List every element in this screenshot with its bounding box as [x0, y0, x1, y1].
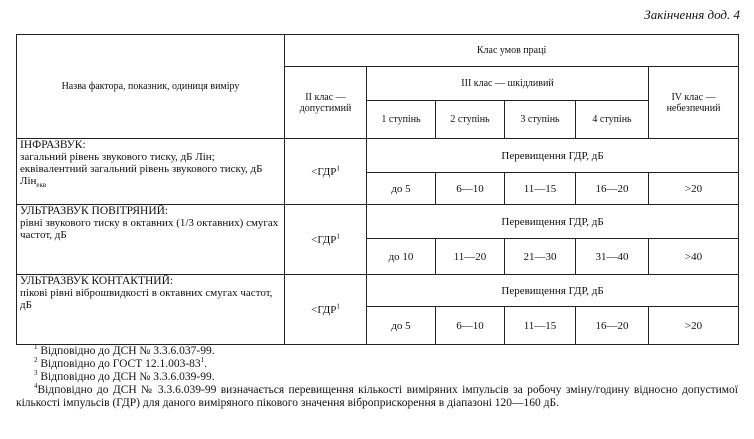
exceed-label: Перевищення ГДР, дБ	[367, 275, 739, 307]
value-cell: 11—15	[505, 173, 576, 205]
value-cell: >20	[649, 307, 739, 345]
class-conditions-header: Клас умов праці	[285, 35, 739, 67]
factor-description: пікові рівні віброшвидкості в октавних смугах частот, дБ	[20, 287, 273, 311]
gdr-cell: $<ГДР^1$	[285, 275, 367, 345]
footnote: $^4$Відповідно до ДСН № 3.3.6.039-99 визначається перевищення кількості виміряних імпульсів за робочу зміну/годину відносно допустимої кількості імпульсів (ГДР) для даного виміряного пікового значення віброприскорення в діапазоні 120—160 дБ.	[16, 382, 738, 409]
exceed-label: Перевищення ГДР, дБ	[367, 139, 739, 173]
value-cell: >20	[649, 173, 739, 205]
factor-contact-ultrasound	[17, 275, 285, 345]
degree-header: 1 ступінь	[367, 101, 436, 139]
footnote: $^3$ Відповідно до ДСН № 3.3.6.039-99.	[34, 369, 215, 383]
value-cell: 21—30	[505, 239, 576, 275]
class4-header: IV клас — небезпечний	[649, 67, 739, 139]
factor-description: рівні звукового тиску в октавних (1/3 октавних) смугах частот, дБ	[20, 217, 279, 241]
degree-header: 2 ступінь	[436, 101, 505, 139]
footnotes	[16, 345, 738, 410]
factor-title: ІНФРАЗВУК:	[20, 139, 86, 151]
factor-infrasound	[17, 139, 285, 205]
class2-header: II клас — допустимий	[285, 67, 367, 139]
working-conditions-table	[16, 34, 739, 345]
factor-title: УЛЬТРАЗВУК ПОВІТРЯНИЙ:	[20, 205, 169, 217]
value-cell: до 5	[367, 173, 436, 205]
value-cell: до 10	[367, 239, 436, 275]
value-cell: 6—10	[436, 307, 505, 345]
factor-title: УЛЬТРАЗВУК КОНТАКТНИЙ:	[20, 275, 174, 287]
table-caption: Закінчення дод. 4	[644, 7, 740, 22]
gdr-cell: $<ГДР^1$	[285, 139, 367, 205]
value-cell: 11—15	[505, 307, 576, 345]
value-cell: >40	[649, 239, 739, 275]
footnote: $^2$ Відповідно до ГОСТ $12.1.003-83^1$.	[34, 356, 208, 370]
class3-header: III клас — шкідливий	[367, 67, 649, 101]
value-cell: 16—20	[576, 307, 649, 345]
exceed-label: Перевищення ГДР, дБ	[367, 205, 739, 239]
footnote: $^1$ Відповідно до ДСН № 3.3.6.037-99.	[34, 343, 215, 357]
gdr-cell: $<ГДР^1$	[285, 205, 367, 275]
degree-header: 3 ступінь	[505, 101, 576, 139]
degree-header: 4 ступінь	[576, 101, 649, 139]
value-cell: 11—20	[436, 239, 505, 275]
value-cell: 31—40	[576, 239, 649, 275]
factor-column-header: Назва фактора, показник, одиниця виміру	[17, 35, 285, 139]
value-cell: до 5	[367, 307, 436, 345]
value-cell: 6—10	[436, 173, 505, 205]
factor-airborne-ultrasound	[17, 205, 285, 275]
factor-description: загальний рівень звукового тиску, дБ Лін; еквівалентний загальний рівень звукового тиску, дБ Лін$_{екв}$	[20, 151, 263, 190]
value-cell: 16—20	[576, 173, 649, 205]
